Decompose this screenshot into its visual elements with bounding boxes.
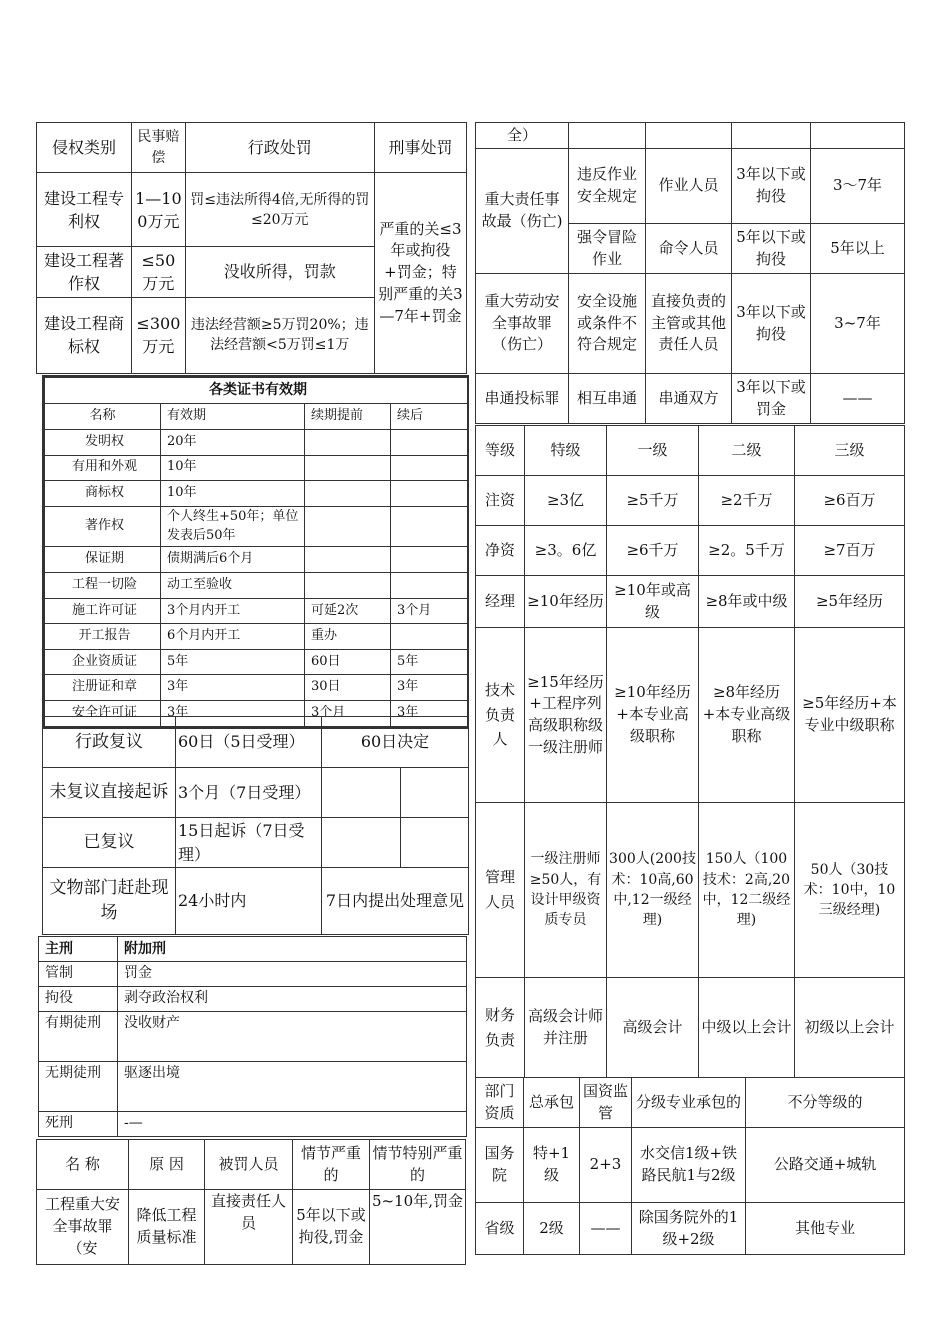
- crime1-name-cont: 全）: [476, 123, 569, 149]
- certificate-cell-1: 债期满后6个月: [161, 547, 305, 573]
- review-table: [42, 716, 469, 935]
- certificates-header-2: 续期提前: [305, 404, 391, 430]
- grade-value: ≥6千万: [607, 526, 699, 576]
- certificate-cell-3: [391, 624, 468, 650]
- crime-cell-2: 3年以下或拘役: [732, 149, 811, 224]
- certificate-row: [45, 547, 468, 573]
- certificates-header-0: 名称: [45, 404, 161, 430]
- depts-header-2: 国资监管: [580, 1078, 632, 1128]
- grade-value: ≥10年经历+本专业高级职称: [607, 628, 699, 803]
- crime-cell-0: 相互串通: [569, 374, 646, 424]
- crime1-serious: 5年以下或拘役,罚金: [293, 1190, 370, 1265]
- grades-header-row: [476, 426, 905, 476]
- certificate-cell-3: [391, 481, 468, 507]
- crimes-header-person: 被罚人员: [205, 1140, 293, 1190]
- certificates-header-1: 有效期: [161, 404, 305, 430]
- grade-item-label: 注资: [476, 476, 525, 526]
- review-direct-empty2: [401, 768, 469, 818]
- grade-value: 一级注册师≥50人，有设计甲级资质专员: [525, 803, 607, 978]
- grades-header-3: 二级: [699, 426, 795, 476]
- certificate-cell-2: [305, 506, 391, 547]
- certificate-cell-2: 重办: [305, 624, 391, 650]
- crime-cell-1: 直接负责的主管或其他责任人员: [646, 274, 732, 374]
- penalty-row: [39, 962, 467, 987]
- grade-item-label: 财务负责: [476, 978, 525, 1078]
- certificates-table-wrap: [42, 375, 469, 729]
- certificate-cell-3: 3年: [391, 701, 468, 727]
- certificate-row: [45, 649, 468, 675]
- header-type: 侵权类别: [37, 123, 132, 173]
- cont-empty4: [811, 123, 905, 149]
- certificates-table: [44, 377, 468, 727]
- dept-cell-4: 公路交通+城轨: [746, 1128, 905, 1203]
- grade-value: ≥15年经历+工程序列高级职称级一级注册师: [525, 628, 607, 803]
- penalty-table: [38, 936, 467, 1137]
- row-copyright-civil: ≤50万元: [132, 247, 186, 297]
- depts-header-3: 分级专业承包的: [632, 1078, 746, 1128]
- grades-header-1: 特级: [525, 426, 607, 476]
- certificate-cell-1: 20年: [161, 430, 305, 456]
- penalty-row: [39, 987, 467, 1012]
- certificate-cell-3: 3年: [391, 675, 468, 701]
- grade-value: ≥3亿: [525, 476, 607, 526]
- header-civil: 民事赔偿: [132, 123, 186, 173]
- crime1-very-serious: 5~10年,罚金: [370, 1190, 466, 1265]
- certificate-cell-2: [305, 430, 391, 456]
- crimes-header-serious: 情节严重的: [293, 1140, 370, 1190]
- additional-penalty: 罚金: [118, 962, 467, 987]
- additional-penalty: 驱逐出境: [118, 1062, 467, 1112]
- crimes-header-name: 名 称: [37, 1140, 129, 1190]
- grade-value: 150人（100技术：2高,20中，12二级经理): [699, 803, 795, 978]
- row-copyright-admin: 没收所得，罚款: [185, 247, 374, 297]
- grade-item-label: 管理人员: [476, 803, 525, 978]
- certificates-header-row: [45, 404, 468, 430]
- certificate-row: [45, 675, 468, 701]
- crime-name: 串通投标罪: [476, 374, 569, 424]
- depts-table: [475, 1077, 905, 1255]
- crimes-table-part2: [475, 122, 905, 424]
- additional-penalty: -—: [118, 1112, 467, 1137]
- grade-row: [476, 978, 905, 1078]
- certificate-cell-3: [391, 506, 468, 547]
- certificate-cell-0: 安全许可证: [45, 701, 161, 727]
- crime-cell-1: 命令人员: [646, 224, 732, 274]
- certificate-cell-0: 著作权: [45, 506, 161, 547]
- certificates-header-3: 续后: [391, 404, 468, 430]
- review-table-wrap: [42, 716, 468, 935]
- review-done-label: 已复议: [43, 818, 176, 868]
- certificate-cell-3: [391, 455, 468, 481]
- crimes-table-wrap: [36, 1139, 466, 1265]
- dept-cell-2: ——: [580, 1203, 632, 1255]
- certificate-cell-3: [391, 547, 468, 573]
- dept-cell-3: 水交信1级+铁路民航1与2级: [632, 1128, 746, 1203]
- crime-cell-2: 3年以下或拘役: [732, 274, 811, 374]
- certificate-cell-3: [391, 430, 468, 456]
- crimes-table-part1: [36, 1139, 466, 1265]
- crimes-header-cause: 原 因: [129, 1140, 205, 1190]
- grade-value: 高级会计师并注册: [525, 978, 607, 1078]
- header-admin: 行政处罚: [185, 123, 374, 173]
- certificates-title: 各类证书有效期: [45, 378, 468, 404]
- certificate-cell-0: 施工许可证: [45, 598, 161, 624]
- row-trademark-type: 建设工程商标权: [37, 297, 132, 373]
- review-direct-period: 3个月（7日受理）: [176, 768, 322, 818]
- grade-value: ≥2。5千万: [699, 526, 795, 576]
- certificate-cell-0: 发明权: [45, 430, 161, 456]
- row-trademark-admin: 违法经营额≥5万罚20%；违法经营额<5万罚≤1万: [185, 297, 374, 373]
- grade-row: [476, 526, 905, 576]
- dept-cell-0: 国务院: [476, 1128, 524, 1203]
- certificate-cell-3: 5年: [391, 649, 468, 675]
- penalty-row: [39, 1062, 467, 1112]
- crimes-continued-wrap: [475, 122, 905, 424]
- main-penalty: 无期徒刑: [39, 1062, 118, 1112]
- row-copyright-type: 建设工程著作权: [37, 247, 132, 297]
- certificate-cell-1: 3个月内开工: [161, 598, 305, 624]
- crime-cell-2: 5年以下或拘役: [732, 224, 811, 274]
- grade-row: [476, 628, 905, 803]
- review-done-empty1: [322, 818, 401, 868]
- crime-row: [476, 274, 905, 374]
- dept-cell-2: 2+3: [580, 1128, 632, 1203]
- cont-empty1: [569, 123, 646, 149]
- dept-cell-1: 2级: [524, 1203, 580, 1255]
- crime-cell-3: 3～7年: [811, 149, 905, 224]
- crime-cell-2: 3年以下或罚金: [732, 374, 811, 424]
- row-patent-civil: 1—100万元: [132, 173, 186, 247]
- grade-value: 初级以上会计: [795, 978, 905, 1078]
- row-trademark-civil: ≤300万元: [132, 297, 186, 373]
- additional-penalty: 没收财产: [118, 1012, 467, 1062]
- grade-item-label: 经理: [476, 576, 525, 628]
- review-done-period: 15日起诉（7日受理）: [176, 818, 322, 868]
- relics-label: 文物部门赶赴现场: [43, 868, 176, 935]
- certificate-cell-1: 10年: [161, 481, 305, 507]
- certificate-row: [45, 430, 468, 456]
- dept-row: [476, 1203, 905, 1255]
- certificate-cell-3: 3个月: [391, 598, 468, 624]
- grade-value: 50人（30技术：10中，10三级经理): [795, 803, 905, 978]
- review-done-empty2: [401, 818, 469, 868]
- certificate-cell-2: [305, 481, 391, 507]
- grades-header-0: 等级: [476, 426, 525, 476]
- penalty-header-extra: 附加刑: [118, 937, 467, 962]
- header-criminal: 刑事处罚: [374, 123, 466, 173]
- crime-cell-1: 作业人员: [646, 149, 732, 224]
- certificate-cell-2: 30日: [305, 675, 391, 701]
- grade-value: ≥2千万: [699, 476, 795, 526]
- depts-header-row: [476, 1078, 905, 1128]
- grade-value: ≥5年经历+本专业中级职称: [795, 628, 905, 803]
- criminal-penalty: 严重的关≤3年或拘役+罚金；特别严重的关3—7年+罚金: [374, 173, 466, 374]
- certificate-cell-1: 5年: [161, 649, 305, 675]
- penalty-table-wrap: [38, 936, 467, 1137]
- certificate-cell-2: 可延2次: [305, 598, 391, 624]
- certificate-cell-2: [305, 455, 391, 481]
- certificate-row: [45, 573, 468, 599]
- certificate-cell-2: [305, 547, 391, 573]
- crime-cell-0: 强令冒险作业: [569, 224, 646, 274]
- grades-header-4: 三级: [795, 426, 905, 476]
- certificate-cell-1: 6个月内开工: [161, 624, 305, 650]
- crime1-cause: 降低工程质量标准: [129, 1190, 205, 1265]
- depts-table-wrap: [475, 1077, 905, 1255]
- grade-value: ≥3。6亿: [525, 526, 607, 576]
- certificate-cell-2: 60日: [305, 649, 391, 675]
- certificate-cell-2: 3个月: [305, 701, 391, 727]
- depts-header-1: 总承包: [524, 1078, 580, 1128]
- dept-cell-0: 省级: [476, 1203, 524, 1255]
- row-patent-admin: 罚≤违法所得4倍,无所得的罚≤20万元: [185, 173, 374, 247]
- main-penalty: 管制: [39, 962, 118, 987]
- dept-cell-4: 其他专业: [746, 1203, 905, 1255]
- crime-cell-3: 5年以上: [811, 224, 905, 274]
- crime-name: 重大责任事故最（伤亡): [476, 149, 569, 274]
- grade-row: [476, 803, 905, 978]
- certificate-cell-1: 动工至验收: [161, 573, 305, 599]
- certificate-row: [45, 598, 468, 624]
- main-penalty: 死刑: [39, 1112, 118, 1137]
- grade-value: 300人(200技术：10高,60中,12一级经理): [607, 803, 699, 978]
- infringement-table-wrap: [36, 122, 467, 374]
- crime-cell-3: ——: [811, 374, 905, 424]
- certificate-cell-0: 保证期: [45, 547, 161, 573]
- grades-table-wrap: [475, 425, 905, 1078]
- grade-value: 高级会计: [607, 978, 699, 1078]
- crime-name: 重大劳动安全事故罪（伤亡）: [476, 274, 569, 374]
- crime-row: [476, 149, 905, 224]
- grade-value: ≥6百万: [795, 476, 905, 526]
- crime1-name: 工程重大安全事故罪（安: [37, 1190, 129, 1265]
- depts-header-0: 部门资质: [476, 1078, 524, 1128]
- dept-cell-1: 特+1级: [524, 1128, 580, 1203]
- certificate-cell-0: 有用和外观: [45, 455, 161, 481]
- certificate-cell-1: 3年: [161, 675, 305, 701]
- relics-opinion: 7日内提出处理意见: [322, 868, 469, 935]
- grade-value: ≥8年或中级: [699, 576, 795, 628]
- grade-value: ≥7百万: [795, 526, 905, 576]
- penalty-header-main: 主刑: [39, 937, 118, 962]
- crime-cell-0: 安全设施或条件不符合规定: [569, 274, 646, 374]
- crime-cell-3: 3~7年: [811, 274, 905, 374]
- main-penalty: 有期徒刑: [39, 1012, 118, 1062]
- grade-value: ≥5年经历: [795, 576, 905, 628]
- certificate-cell-1: 3年: [161, 701, 305, 727]
- cont-empty3: [732, 123, 811, 149]
- certificate-cell-2: [305, 573, 391, 599]
- grade-item-label: 技术负责人: [476, 628, 525, 803]
- crimes-header-very-serious: 情节特别严重的: [370, 1140, 466, 1190]
- crime-row: [476, 374, 905, 424]
- certificate-row: [45, 506, 468, 547]
- grade-value: ≥8年经历+本专业高级职称: [699, 628, 795, 803]
- certificate-row: [45, 455, 468, 481]
- crime-cell-0: 违反作业安全规定: [569, 149, 646, 224]
- certificate-cell-1: 10年: [161, 455, 305, 481]
- additional-penalty: 剥夺政治权利: [118, 987, 467, 1012]
- certificate-row: [45, 481, 468, 507]
- depts-header-4: 不分等级的: [746, 1078, 905, 1128]
- certificate-cell-0: 注册证和章: [45, 675, 161, 701]
- certificate-row: [45, 624, 468, 650]
- grade-row: [476, 476, 905, 526]
- grade-value: ≥10年或高级: [607, 576, 699, 628]
- cont-empty2: [646, 123, 732, 149]
- row-patent-type: 建设工程专利权: [37, 173, 132, 247]
- certificate-cell-0: 商标权: [45, 481, 161, 507]
- certificate-cell-0: 开工报告: [45, 624, 161, 650]
- review-direct-empty1: [322, 768, 401, 818]
- penalty-row: [39, 1112, 467, 1137]
- certificate-cell-1: 个人终生+50年；单位发表后50年: [161, 506, 305, 547]
- grade-value: ≥10年经历: [525, 576, 607, 628]
- crime-cell-1: 串通双方: [646, 374, 732, 424]
- grades-table: [475, 425, 905, 1078]
- grade-row: [476, 576, 905, 628]
- review-admin-label: 行政复议: [43, 717, 176, 768]
- grades-header-2: 一级: [607, 426, 699, 476]
- review-admin-period: 60日（5日受理）: [176, 717, 322, 768]
- relics-time: 24小时内: [176, 868, 322, 935]
- crime1-person: 直接责任人员: [205, 1190, 293, 1265]
- grade-item-label: 净资: [476, 526, 525, 576]
- review-direct-label: 未复议直接起诉: [43, 768, 176, 818]
- dept-cell-3: 除国务院外的1级+2级: [632, 1203, 746, 1255]
- certificate-cell-3: [391, 573, 468, 599]
- dept-row: [476, 1128, 905, 1203]
- grade-value: 中级以上会计: [699, 978, 795, 1078]
- certificate-cell-0: 企业资质证: [45, 649, 161, 675]
- grade-value: ≥5千万: [607, 476, 699, 526]
- review-admin-decision: 60日决定: [322, 717, 469, 768]
- certificate-cell-0: 工程一切险: [45, 573, 161, 599]
- penalty-row: [39, 1012, 467, 1062]
- main-penalty: 拘役: [39, 987, 118, 1012]
- infringement-table: [36, 122, 467, 374]
